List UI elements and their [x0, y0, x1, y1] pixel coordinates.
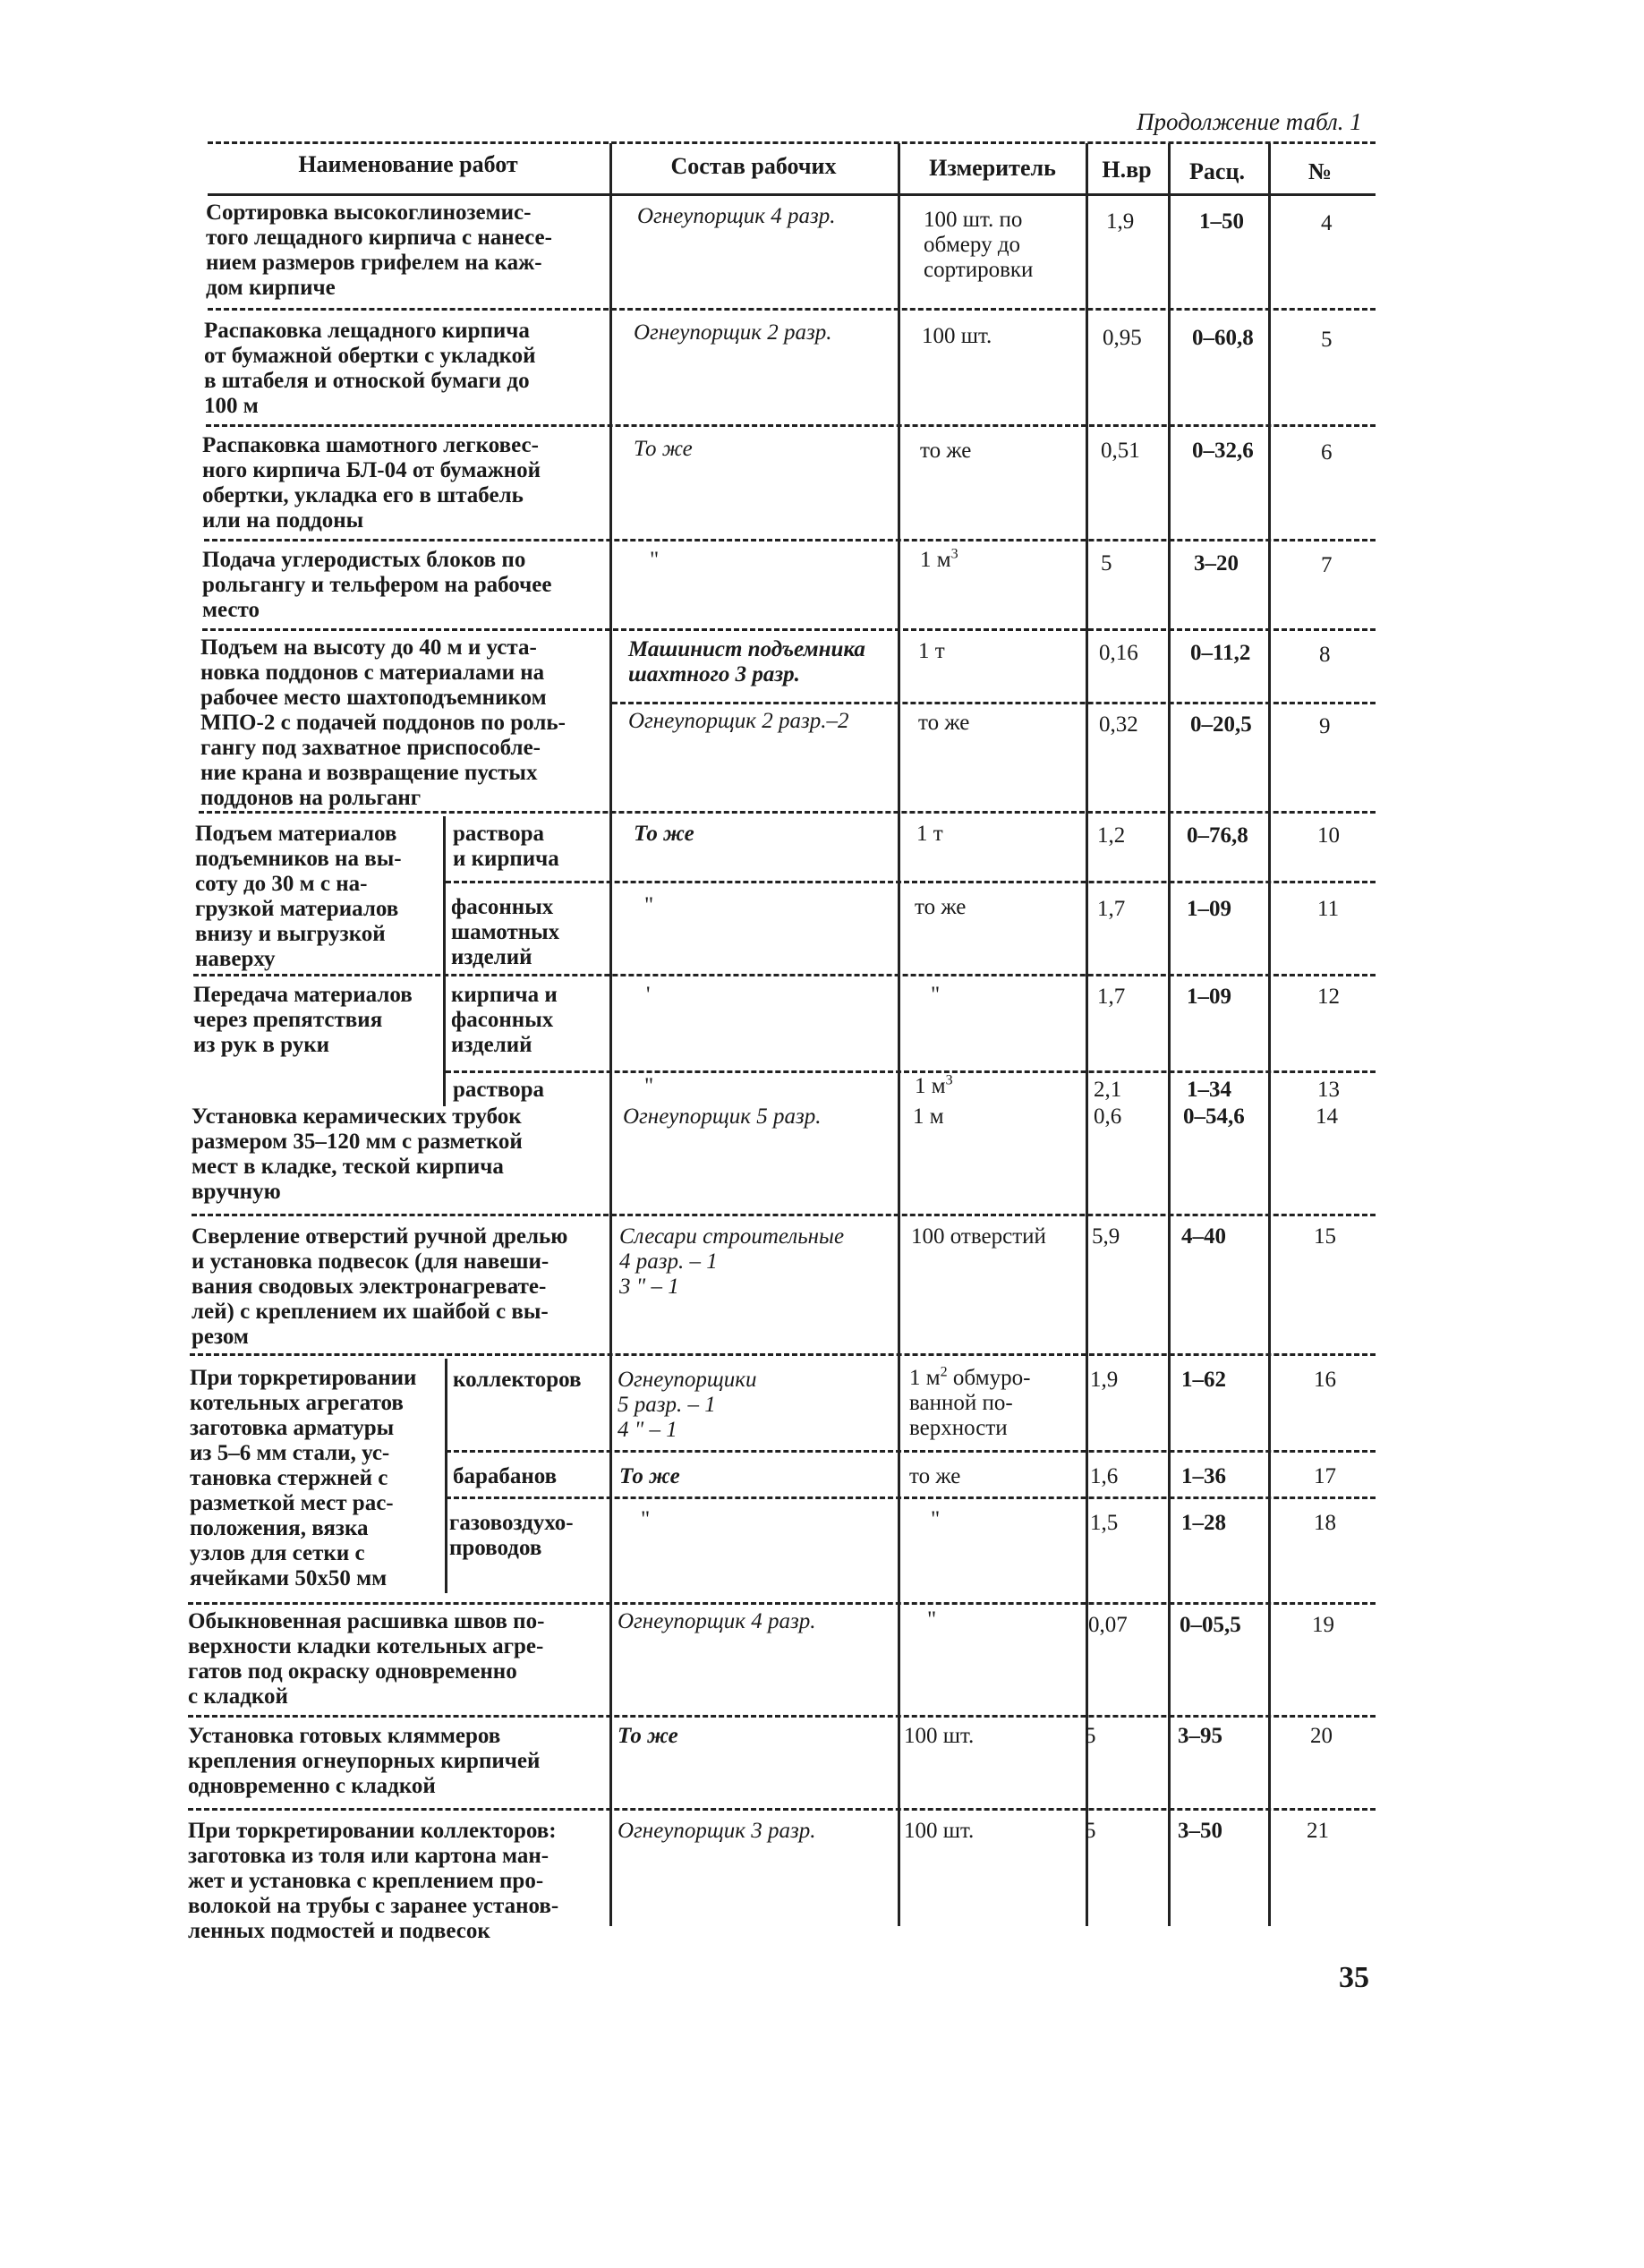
row-11-rate: 1–09 [1187, 897, 1231, 921]
subcol-divider-transfer [443, 983, 446, 1106]
row-16-norm: 1,9 [1090, 1368, 1119, 1392]
row-8-unit: 1 т [918, 639, 945, 663]
row-16-sub: коллекторов [453, 1368, 582, 1392]
row-20-unit: 100 шт. [904, 1724, 975, 1748]
row-16-work: При торкретировании котельных агрегатов заготовка арматуры из 5–6 мм стали, ус- тановка стержней с разметкой мест рас- положения, вязка узлов для сетки с ячейками 50х50 мм [190, 1366, 417, 1590]
row-divider [208, 308, 1376, 311]
row-6-norm: 0,51 [1101, 439, 1140, 463]
row-18-crew: " [641, 1507, 651, 1531]
row-18-norm: 1,5 [1090, 1511, 1119, 1535]
row-12-sub: кирпича и фасонных изделий [451, 983, 558, 1057]
row-divider [190, 1353, 1376, 1356]
row-8-rate: 0–11,2 [1190, 641, 1251, 665]
row-8-num: 8 [1319, 643, 1331, 667]
row-19-num: 19 [1312, 1613, 1334, 1637]
row-6-rate: 0–32,6 [1192, 439, 1254, 463]
row-7-norm: 5 [1101, 551, 1112, 576]
row-9-unit: то же [918, 711, 970, 735]
row-4-norm: 1,9 [1106, 209, 1135, 234]
header-top-rule [208, 141, 1376, 144]
row-10-crew: То же [634, 822, 694, 846]
row-12-rate: 1–09 [1187, 985, 1231, 1009]
row-13-norm: 2,1 [1094, 1078, 1122, 1102]
row-9-norm: 0,32 [1099, 712, 1138, 737]
row-6-crew: То же [634, 437, 693, 461]
row-divider [188, 1808, 1376, 1811]
row-15-num: 15 [1314, 1224, 1336, 1249]
row-divider [188, 1715, 1376, 1718]
subcol-divider-torkret [445, 1359, 447, 1593]
row-17-norm: 1,6 [1090, 1464, 1119, 1488]
row-16-num: 16 [1314, 1368, 1336, 1392]
row-10-num: 10 [1317, 823, 1340, 848]
row-14-unit: 1 м [913, 1104, 944, 1129]
row-14-crew: Огнеупорщик 5 разр. [623, 1104, 822, 1129]
row-7-num: 7 [1321, 553, 1333, 577]
row-21-rate: 3–50 [1178, 1819, 1222, 1843]
row-13-num: 13 [1317, 1078, 1340, 1102]
row-16-crew: Огнеупорщики 5 разр. – 1 4 " – 1 [618, 1368, 757, 1442]
row-13-unit: 1 $м^3$ [915, 1072, 953, 1098]
row-8-work: Подъем на высоту до 40 м и уста- новка поддонов с материалами на рабочее место шахтоподъемником МПО-2 с подачей поддонов по роль- гангу под захватное приспособле- ние крана и возвращение пустых поддонов на рольганг [200, 635, 566, 810]
header-bottom-rule [208, 193, 1376, 196]
row-17-sub: барабанов [453, 1464, 558, 1488]
row-7-crew: " [650, 548, 660, 572]
row-21-unit: 100 шт. [904, 1819, 975, 1843]
row-divider-sub [446, 881, 1376, 883]
row-20-norm: 5 [1085, 1724, 1096, 1748]
row-16-unit: 1 $м^2$ обмуро- ванной по- верхности [909, 1364, 1031, 1440]
row-19-rate: 0–05,5 [1180, 1613, 1241, 1637]
row-21-crew: Огнеупорщик 3 разр. [618, 1819, 816, 1843]
row-7-rate: 3–20 [1194, 551, 1239, 576]
row-divider-sub [446, 1450, 1376, 1453]
row-6-num: 6 [1321, 440, 1333, 465]
row-5-rate: 0–60,8 [1192, 326, 1254, 350]
col-divider-norm [1086, 143, 1088, 1926]
row-6-unit: то же [920, 439, 972, 463]
row-10-unit: 1 т [916, 822, 943, 846]
row-7-work: Подача углеродистых блоков по рольгангу и тельфером на рабочее место [202, 548, 552, 622]
row-18-sub: газовоздухо- проводов [449, 1511, 574, 1560]
row-7-unit: 1 $м^3$ [920, 546, 958, 572]
row-4-num: 4 [1321, 211, 1333, 235]
row-12-unit: " [931, 983, 941, 1007]
row-15-norm: 5,9 [1092, 1224, 1120, 1249]
row-13-rate: 1–34 [1187, 1078, 1231, 1102]
row-5-crew: Огнеупорщик 2 разр. [634, 320, 832, 345]
row-12-work: Передача материалов через препятствия из рук в руки [193, 983, 413, 1057]
row-14-num: 14 [1316, 1104, 1338, 1129]
row-4-rate: 1–50 [1199, 209, 1244, 234]
row-divider [192, 1214, 1376, 1216]
row-12-crew: ' [646, 983, 651, 1007]
header-work: Наименование работ [298, 151, 518, 177]
row-17-unit: то же [909, 1464, 961, 1488]
row-16-rate: 1–62 [1181, 1368, 1226, 1392]
row-20-crew: То же [618, 1724, 678, 1748]
row-19-work: Обыкновенная расшивка швов по- верхности кладки котельных агре- гатов под окраску одновременно с кладкой [188, 1609, 545, 1709]
col-divider-num [1268, 143, 1271, 1926]
row-11-num: 11 [1317, 897, 1340, 921]
row-12-norm: 1,7 [1097, 985, 1126, 1009]
row-17-crew: То же [619, 1464, 680, 1488]
col-divider-crew [609, 143, 612, 1926]
row-12-num: 12 [1317, 985, 1340, 1009]
row-10-rate: 0–76,8 [1187, 823, 1248, 848]
row-9-rate: 0–20,5 [1190, 712, 1252, 737]
row-15-rate: 4–40 [1181, 1224, 1226, 1249]
row-21-num: 21 [1307, 1819, 1329, 1843]
row-14-norm: 0,6 [1094, 1104, 1122, 1129]
row-11-norm: 1,7 [1097, 897, 1126, 921]
row-17-num: 17 [1314, 1464, 1336, 1488]
row-8-norm: 0,16 [1099, 641, 1138, 665]
row-8-crew: Машинист подъемника шахтного 3 разр. [628, 637, 865, 686]
row-19-unit: " [927, 1607, 937, 1632]
row-5-num: 5 [1321, 328, 1333, 352]
header-unit: Измеритель [929, 155, 1056, 181]
row-18-num: 18 [1314, 1511, 1336, 1535]
row-19-crew: Огнеупорщик 4 разр. [618, 1609, 816, 1633]
row-18-unit: " [931, 1507, 941, 1531]
row-17-rate: 1–36 [1181, 1464, 1226, 1488]
row-20-num: 20 [1310, 1724, 1333, 1748]
header-num: № [1308, 158, 1333, 184]
row-divider [202, 628, 1376, 631]
row-15-crew: Слесари строительные 4 разр. – 1 3 " – 1 [619, 1224, 845, 1299]
row-13-sub: раствора [453, 1078, 545, 1102]
row-14-rate: 0–54,6 [1183, 1104, 1245, 1129]
row-11-sub: фасонных шамотных изделий [451, 895, 560, 969]
row-4-work: Сортировка высокоглиноземис- того лещадного кирпича с нанесе- нием размеров грифелем на каж- дом кирпиче [206, 200, 552, 300]
row-divider [193, 974, 1376, 976]
row-15-work: Сверление отверстий ручной дрелью и установка подвесок (для навеши- вания сводовых электронагревате- лей) с креплением их шайбой с вы- резом [192, 1224, 568, 1349]
row-10-sub: раствора и кирпича [453, 822, 559, 871]
row-21-norm: 5 [1085, 1819, 1096, 1843]
row-6-work: Распаковка шамотного легковес- ного кирпича БЛ-04 от бумажной обертки, укладка его в штабель или на поддоны [202, 433, 541, 533]
row-10-work: Подъем материалов подъемников на вы- соту до 30 м с на- грузкой материалов внизу и выгрузкой наверху [195, 822, 402, 971]
row-4-unit: 100 шт. по обмеру до сортировки [924, 208, 1034, 282]
row-13-crew: " [644, 1074, 654, 1098]
row-20-rate: 3–95 [1178, 1724, 1222, 1748]
row-19-norm: 0,07 [1088, 1613, 1128, 1637]
row-9-crew: Огнеупорщик 2 разр.–2 [628, 709, 849, 733]
header-norm: Н.вр [1102, 157, 1152, 183]
row-5-norm: 0,95 [1103, 326, 1142, 350]
page-number: 35 [1339, 1961, 1369, 1994]
row-divider [204, 539, 1376, 541]
row-20-work: Установка готовых кляммеров крепления огнеупорных кирпичей одновременно с кладкой [188, 1724, 541, 1798]
row-divider [188, 1602, 1376, 1605]
row-11-crew: " [644, 893, 654, 917]
row-divider [199, 811, 1376, 814]
row-4-crew: Огнеупорщик 4 разр. [637, 204, 836, 228]
row-11-unit: то же [915, 895, 967, 919]
row-divider-crew [612, 702, 1376, 704]
row-21-work: При торкретировании коллекторов: заготовка из толя или картона ман- жет и установка с креплением про- волокой на трубы с заранее установ- ленных подмостей и подвесок [188, 1819, 559, 1943]
row-divider-sub [446, 1070, 1376, 1073]
row-10-norm: 1,2 [1097, 823, 1126, 848]
row-14-work: Установка керамических трубок размером 35–120 мм с разметкой мест в кладке, теской кирпича вручную [192, 1104, 523, 1204]
row-5-work: Распаковка лещадного кирпича от бумажной обертки с укладкой в штабеля и отноской бумаги до 100 м [204, 319, 536, 418]
header-rate: Расц. [1189, 158, 1245, 184]
row-9-num: 9 [1319, 714, 1331, 738]
row-divider-sub [446, 1496, 1376, 1499]
row-divider [206, 424, 1376, 427]
header-crew: Состав рабочих [670, 153, 837, 179]
row-15-unit: 100 отверстий [911, 1224, 1046, 1249]
row-5-unit: 100 шт. [922, 324, 992, 348]
row-18-rate: 1–28 [1181, 1511, 1226, 1535]
col-divider-rate [1168, 143, 1171, 1926]
table-caption: Продолжение табл. 1 [1137, 108, 1362, 135]
col-divider-unit [898, 143, 900, 1926]
